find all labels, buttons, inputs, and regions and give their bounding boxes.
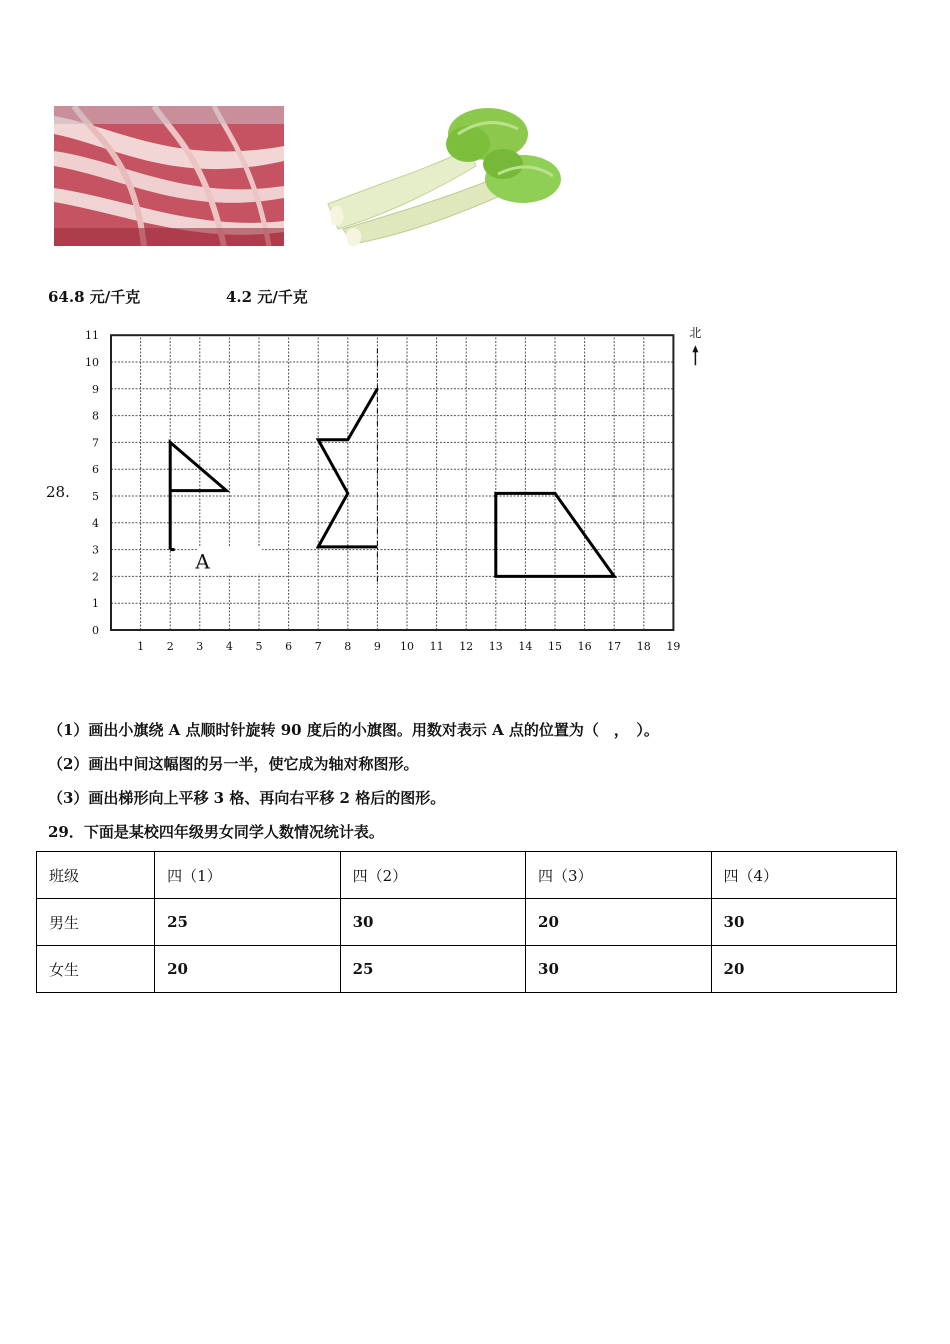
- x-tick-label: 2: [166, 640, 174, 653]
- question-28-number: 28.: [46, 483, 70, 501]
- table-cell: 30: [526, 946, 711, 993]
- question-28-part-3: （3）画出梯形向上平移 3 格、再向右平移 2 格后的图形。: [48, 789, 446, 807]
- table-cell: 30: [340, 899, 525, 946]
- x-tick-label: 10: [400, 640, 414, 653]
- grid-border: [111, 335, 673, 630]
- question-28-part-2: （2）画出中间这幅图的另一半，使它成为轴对称图形。: [48, 755, 419, 773]
- y-tick-label: 10: [85, 356, 99, 369]
- question-29-title: 29．下面是某校四年级男女同学人数情况统计表。: [48, 823, 384, 841]
- x-tick-label: 11: [429, 640, 444, 653]
- x-tick-label: 8: [344, 640, 352, 653]
- ribs-image: [54, 106, 284, 246]
- y-tick-label: 3: [92, 543, 99, 557]
- y-tick-label: 6: [92, 463, 99, 477]
- x-tick-label: 13: [488, 640, 503, 653]
- header-cell: 四（2）: [340, 852, 525, 899]
- x-tick-label: 19: [666, 640, 681, 653]
- header-cell: 四（4）: [711, 852, 896, 899]
- question-28-part-1: （1）画出小旗绕 A 点顺时针旋转 90 度后的小旗图。用数对表示 A 点的位置为（ ， ）。: [48, 721, 659, 739]
- header-cell: 四（3）: [526, 852, 711, 899]
- table-cell: 20: [711, 946, 896, 993]
- header-cell: 班级: [37, 852, 155, 899]
- y-tick-label: 5: [92, 490, 99, 503]
- y-tick-label: 2: [92, 570, 99, 584]
- row-label: 女生: [37, 946, 155, 993]
- y-tick-label: 7: [92, 436, 99, 450]
- table-cell: 25: [340, 946, 525, 993]
- x-tick-label: 5: [255, 640, 263, 653]
- x-tick-label: 9: [373, 640, 381, 653]
- table-row: [37, 946, 897, 993]
- y-tick-label: 0: [92, 624, 99, 637]
- x-tick-label: 18: [636, 640, 651, 653]
- table-cell: 25: [155, 899, 340, 946]
- header-cell: 四（1）: [155, 852, 340, 899]
- ribs-price: 64.8 元/千克: [48, 288, 141, 306]
- x-tick-label: 15: [548, 640, 562, 653]
- table-header-row: [37, 852, 897, 899]
- row-label: 男生: [37, 899, 155, 946]
- x-tick-label: 12: [459, 640, 474, 653]
- lettuce-price: 4.2 元/千克: [226, 288, 308, 306]
- lettuce-image: [318, 104, 563, 252]
- point-a-label: A: [195, 549, 210, 574]
- north-arrow-head: [692, 345, 698, 352]
- y-tick-label: 8: [92, 409, 99, 423]
- table-cell: 20: [155, 946, 340, 993]
- x-tick-label: 14: [518, 640, 533, 653]
- y-tick-label: 9: [92, 382, 99, 396]
- x-tick-label: 1: [137, 640, 145, 653]
- y-tick-label: 1: [92, 597, 99, 611]
- x-tick-label: 4: [225, 640, 233, 653]
- y-tick-label: 4: [92, 516, 99, 530]
- coordinate-grid: [76, 320, 716, 660]
- x-tick-label: 6: [285, 640, 293, 653]
- x-tick-label: 7: [314, 640, 322, 653]
- x-tick-label: 17: [607, 640, 622, 653]
- north-label: 北: [689, 326, 702, 341]
- y-tick-label: 11: [85, 329, 99, 343]
- table-row: [37, 899, 897, 946]
- x-tick-label: 3: [196, 640, 204, 653]
- statistics-table: [36, 851, 897, 993]
- table-cell: 20: [526, 899, 711, 946]
- x-tick-label: 16: [577, 640, 592, 653]
- table-cell: 30: [711, 899, 896, 946]
